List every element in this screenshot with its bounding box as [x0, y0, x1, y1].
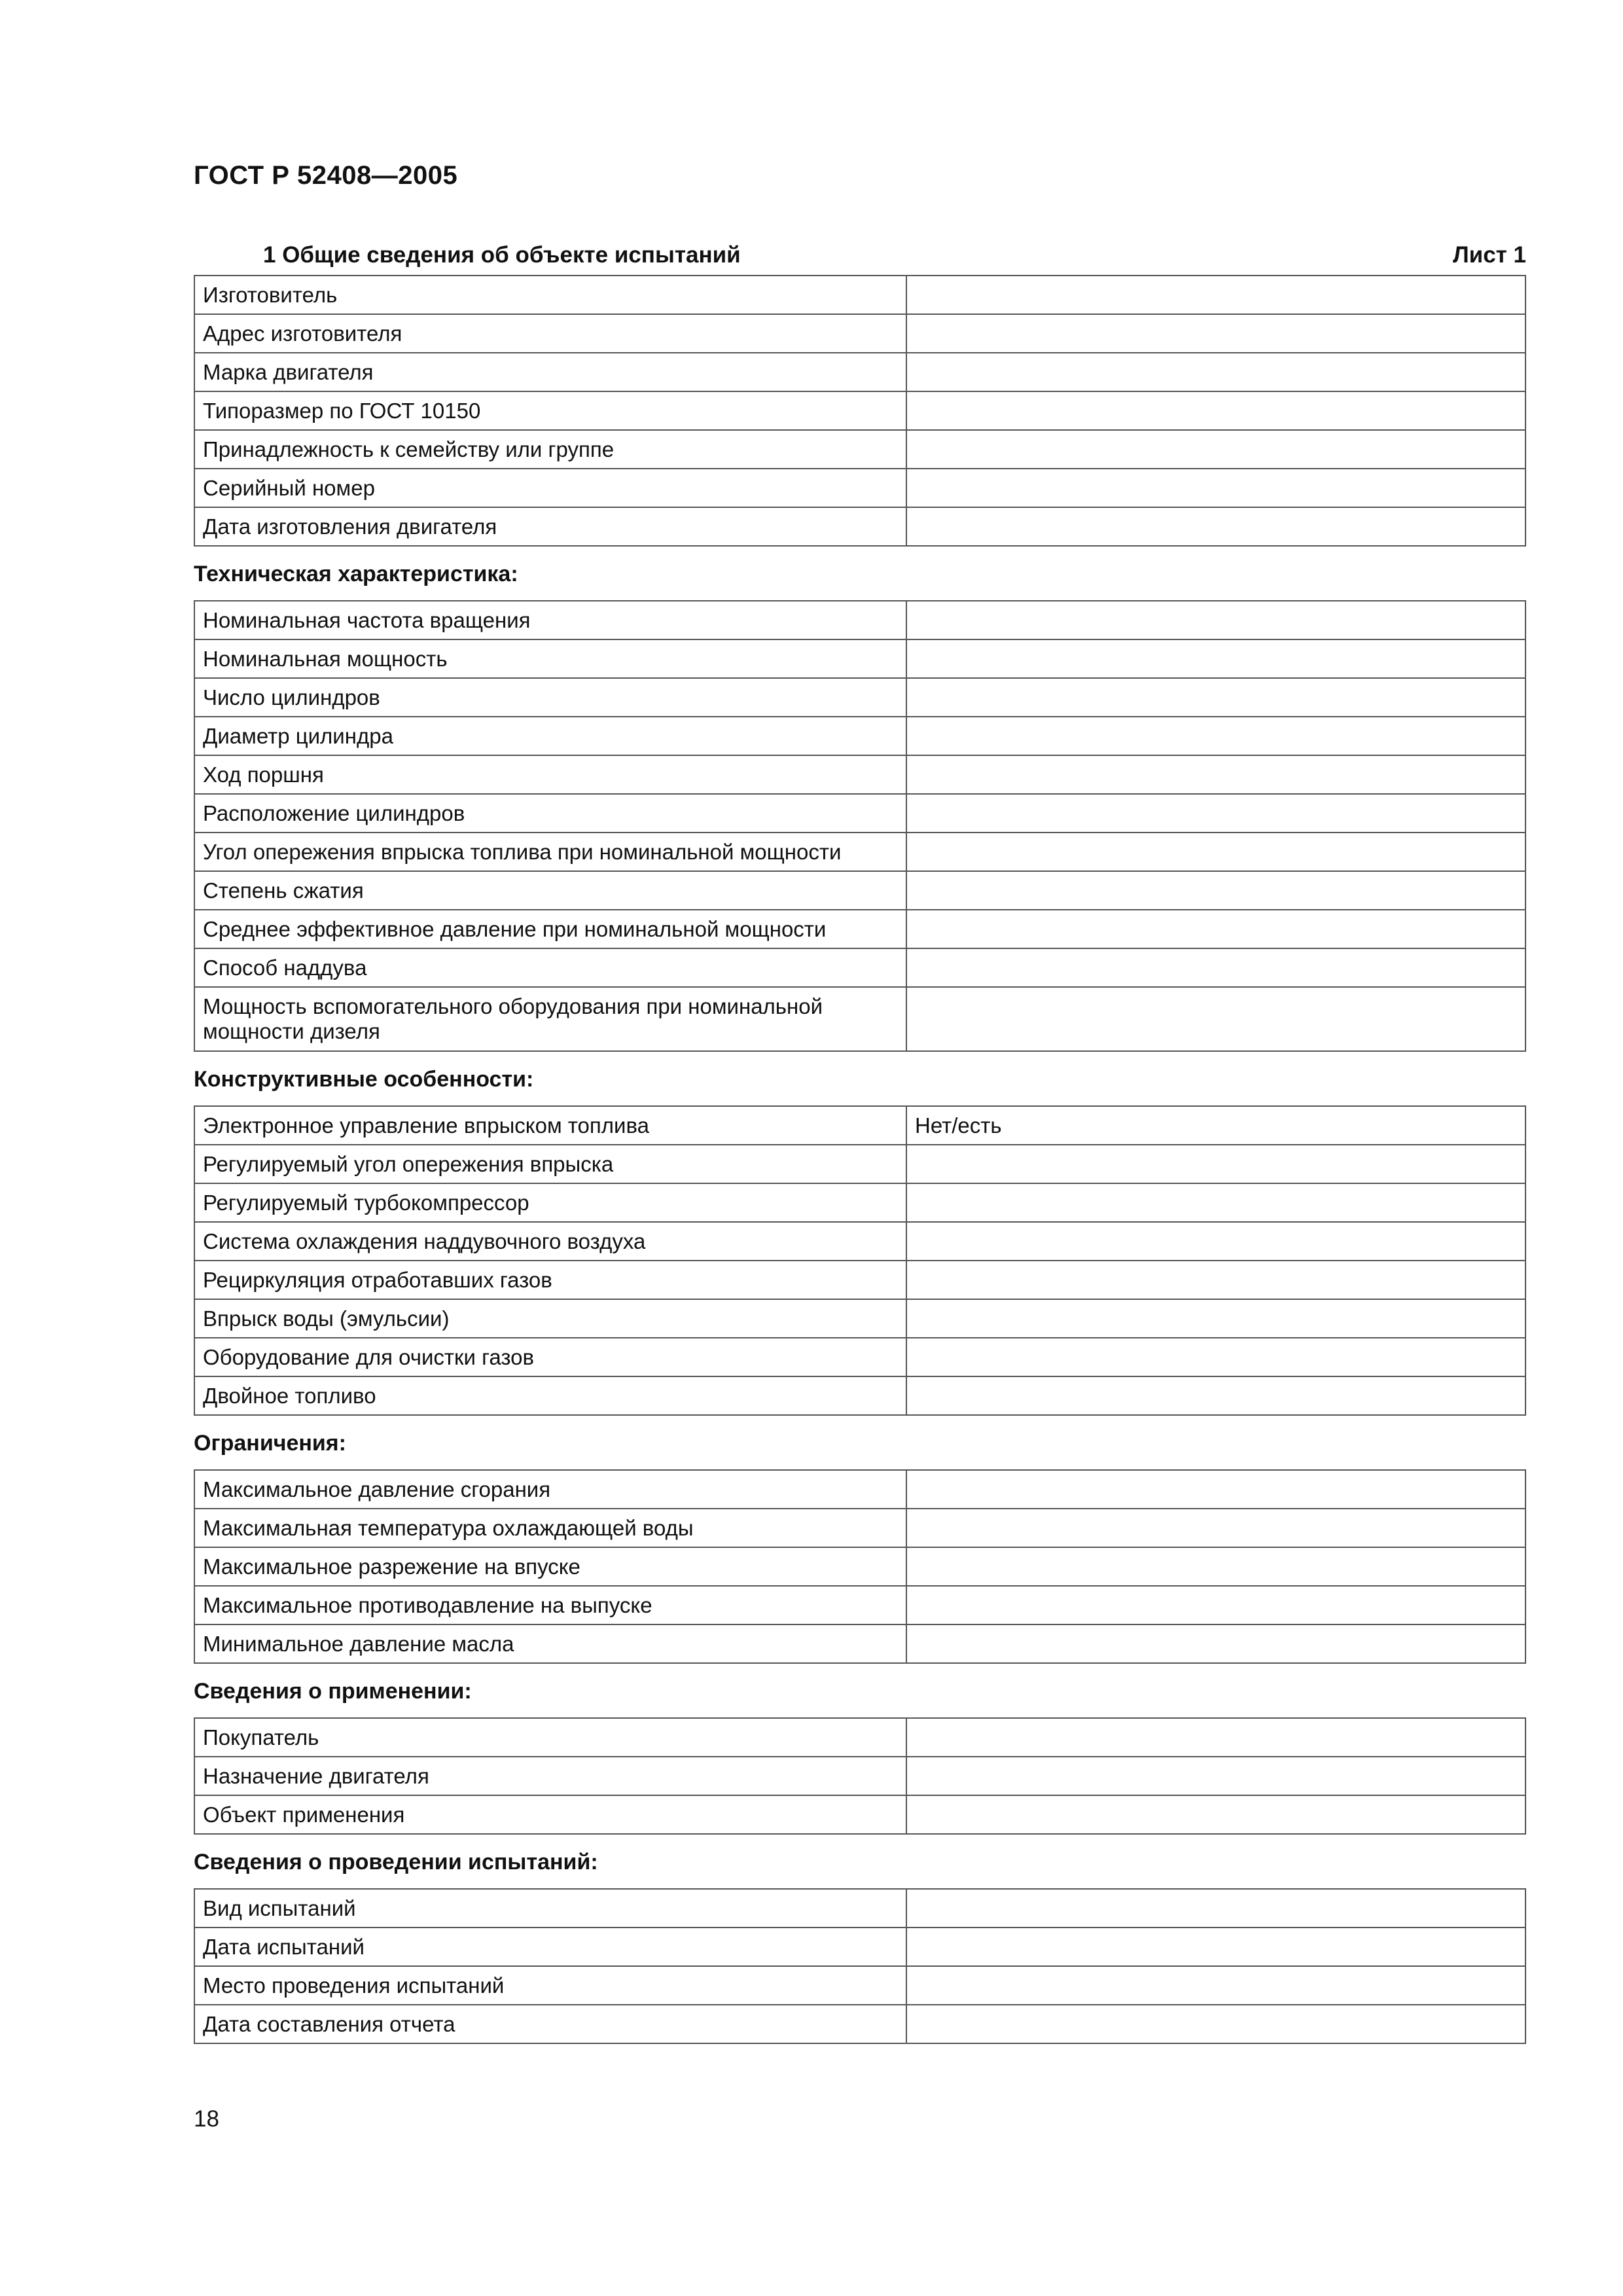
table-row [194, 276, 1525, 314]
table-row [194, 1547, 1525, 1586]
table-row [194, 1222, 1525, 1261]
sheet-label: Лист 1 [1453, 242, 1526, 268]
row-value [906, 1718, 1525, 1757]
table-row [194, 1889, 1525, 1928]
table-row [194, 1966, 1525, 2005]
table-row [194, 871, 1525, 910]
table-row [194, 1795, 1525, 1834]
table-row [194, 1261, 1525, 1299]
technical-title: Техническая характеристика: [194, 562, 518, 586]
row-label: Покупатель [194, 1718, 906, 1757]
row-value [906, 1261, 1525, 1299]
row-label: Среднее эффективное давление при номинальной мощности [194, 910, 906, 948]
row-value [906, 1338, 1525, 1376]
row-value [906, 1145, 1525, 1183]
row-value [906, 755, 1525, 794]
row-value [906, 1624, 1525, 1663]
row-value [906, 948, 1525, 987]
row-label: Максимальная температура охлаждающей воды [194, 1509, 906, 1547]
row-value [906, 1509, 1525, 1547]
row-value [906, 678, 1525, 717]
table-row [194, 601, 1525, 639]
row-label: Число цилиндров [194, 678, 906, 717]
table-row [194, 1106, 1525, 1145]
row-value [906, 910, 1525, 948]
row-value [906, 717, 1525, 755]
row-value [906, 1470, 1525, 1509]
table-row [194, 1928, 1525, 1966]
row-value [906, 276, 1525, 314]
document-code: ГОСТ Р 52408—2005 [194, 161, 458, 190]
row-label: Адрес изготовителя [194, 314, 906, 353]
application-table [194, 1717, 1526, 1835]
table-row [194, 2005, 1525, 2043]
row-value [906, 871, 1525, 910]
row-label: Диаметр цилиндра [194, 717, 906, 755]
table-row [194, 391, 1525, 430]
row-label: Дата испытаний [194, 1928, 906, 1966]
row-value [906, 833, 1525, 871]
row-label: Степень сжатия [194, 871, 906, 910]
table-row [194, 353, 1525, 391]
row-label: Мощность вспомогательного оборудования при номинальной мощности дизеля [194, 987, 906, 1051]
table-row [194, 987, 1525, 1051]
row-label: Марка двигателя [194, 353, 906, 391]
row-label: Объект применения [194, 1795, 906, 1834]
table-row [194, 430, 1525, 469]
row-label: Угол опережения впрыска топлива при номинальной мощности [194, 833, 906, 871]
table-row [194, 1586, 1525, 1624]
table-row [194, 314, 1525, 353]
row-value [906, 314, 1525, 353]
testing-table [194, 1888, 1526, 2044]
row-value [906, 601, 1525, 639]
application-title: Сведения о применении: [194, 1679, 472, 1704]
general-table [194, 275, 1526, 547]
table-row [194, 1757, 1525, 1795]
table-row [194, 755, 1525, 794]
row-label: Номинальная частота вращения [194, 601, 906, 639]
row-label: Место проведения испытаний [194, 1966, 906, 2005]
technical-table [194, 600, 1526, 1052]
row-label: Серийный номер [194, 469, 906, 507]
table-row [194, 1470, 1525, 1509]
row-label: Максимальное давление сгорания [194, 1470, 906, 1509]
row-label: Дата составления отчета [194, 2005, 906, 2043]
table-row [194, 948, 1525, 987]
table-row [194, 1338, 1525, 1376]
row-value [906, 1795, 1525, 1834]
row-value [906, 1757, 1525, 1795]
row-value [906, 391, 1525, 430]
page-number: 18 [194, 2106, 219, 2132]
table-row [194, 1376, 1525, 1415]
limits-table [194, 1469, 1526, 1664]
table-row [194, 507, 1525, 546]
row-label: Расположение цилиндров [194, 794, 906, 833]
row-label: Рециркуляция отработавших газов [194, 1261, 906, 1299]
table-row [194, 910, 1525, 948]
row-label: Номинальная мощность [194, 639, 906, 678]
row-value [906, 794, 1525, 833]
table-row [194, 678, 1525, 717]
row-label: Изготовитель [194, 276, 906, 314]
row-value [906, 353, 1525, 391]
row-label: Электронное управление впрыском топлива [194, 1106, 906, 1145]
row-value [906, 1183, 1525, 1222]
row-label: Впрыск воды (эмульсии) [194, 1299, 906, 1338]
row-label: Двойное топливо [194, 1376, 906, 1415]
row-value [906, 1222, 1525, 1261]
row-value: Нет/есть [906, 1106, 1525, 1145]
row-value [906, 2005, 1525, 2043]
row-value [906, 1966, 1525, 2005]
row-label: Дата изготовления двигателя [194, 507, 906, 546]
table-row [194, 717, 1525, 755]
row-value [906, 1299, 1525, 1338]
row-value [906, 1889, 1525, 1928]
row-value [906, 1586, 1525, 1624]
table-row [194, 1509, 1525, 1547]
table-row [194, 469, 1525, 507]
row-label: Регулируемый турбокомпрессор [194, 1183, 906, 1222]
row-label: Ход поршня [194, 755, 906, 794]
table-row [194, 1299, 1525, 1338]
row-label: Регулируемый угол опережения впрыска [194, 1145, 906, 1183]
row-label: Способ наддува [194, 948, 906, 987]
row-value [906, 987, 1525, 1051]
table-row [194, 1145, 1525, 1183]
row-value [906, 639, 1525, 678]
row-label: Минимальное давление масла [194, 1624, 906, 1663]
section-header [194, 242, 1526, 268]
row-label: Оборудование для очистки газов [194, 1338, 906, 1376]
row-label: Максимальное противодавление на выпуске [194, 1586, 906, 1624]
row-label: Типоразмер по ГОСТ 10150 [194, 391, 906, 430]
row-value [906, 1376, 1525, 1415]
limits-title: Ограничения: [194, 1431, 346, 1456]
section-title: 1 Общие сведения об объекте испытаний [263, 242, 741, 268]
form-content [194, 275, 1526, 2044]
table-row [194, 639, 1525, 678]
row-label: Система охлаждения наддувочного воздуха [194, 1222, 906, 1261]
row-value [906, 1928, 1525, 1966]
testing-title: Сведения о проведении испытаний: [194, 1850, 598, 1874]
row-label: Назначение двигателя [194, 1757, 906, 1795]
row-label: Принадлежность к семейству или группе [194, 430, 906, 469]
row-value [906, 507, 1525, 546]
row-label: Максимальное разрежение на впуске [194, 1547, 906, 1586]
table-row [194, 1624, 1525, 1663]
design-table [194, 1105, 1526, 1416]
row-value [906, 469, 1525, 507]
table-row [194, 794, 1525, 833]
row-value [906, 1547, 1525, 1586]
row-label: Вид испытаний [194, 1889, 906, 1928]
table-row [194, 833, 1525, 871]
table-row [194, 1718, 1525, 1757]
table-row [194, 1183, 1525, 1222]
design-title: Конструктивные особенности: [194, 1067, 534, 1092]
row-value [906, 430, 1525, 469]
